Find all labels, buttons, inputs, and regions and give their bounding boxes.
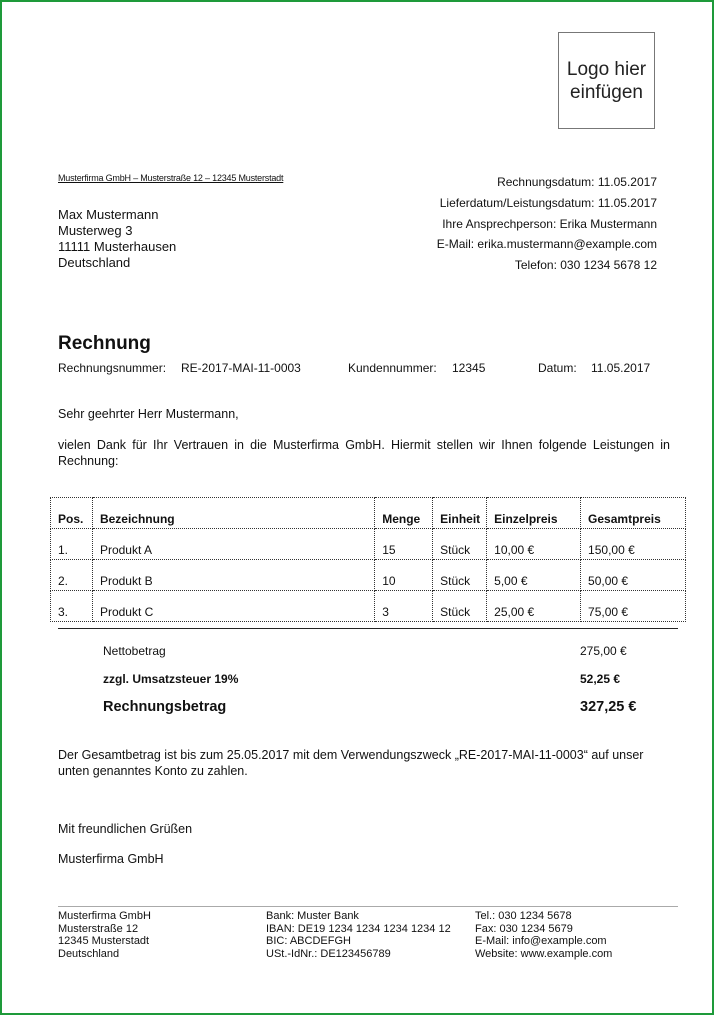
recipient-street: Musterweg 3 — [58, 223, 133, 238]
closing-greeting: Mit freundlichen Grüßen — [58, 822, 193, 836]
header-total-price: Gesamtpreis — [581, 498, 686, 529]
intro-text: vielen Dank für Ihr Vertrauen in die Musterfirma GmbH. Hiermit stellen wir Ihnen folgende Leistungen in Rechnung: — [58, 438, 670, 468]
meta-contact: Ihre Ansprechperson: Erika Mustermann — [442, 216, 657, 231]
footer-phone: Tel.: 030 1234 5678 — [475, 910, 572, 922]
cell-pos: 2. — [51, 560, 93, 591]
footer-vat-id: USt.-IdNr.: DE123456789 — [266, 947, 391, 960]
cell-unit-price: 5,00 € — [487, 560, 581, 591]
totals-divider — [58, 628, 678, 629]
cell-pos: 1. — [51, 529, 93, 560]
customer-number-value: 12345 — [452, 361, 486, 375]
table-header-row — [51, 498, 686, 529]
invoice-meta — [437, 172, 657, 276]
header-unit-price: Einzelpreis — [487, 498, 581, 529]
cell-total-price: 150,00 € — [581, 529, 686, 560]
vat-value: 52,25 € — [580, 672, 621, 686]
meta-phone: Telefon: 030 1234 5678 12 — [514, 258, 657, 273]
header-quantity: Menge — [375, 498, 433, 529]
footer-divider — [58, 906, 678, 907]
cell-unit: Stück — [433, 529, 487, 560]
cell-unit-price: 25,00 € — [487, 591, 581, 622]
meta-email: E-Mail: erika.mustermann@example.com — [436, 237, 657, 252]
recipient-address — [58, 207, 176, 271]
footer-bank-name: Bank: Muster Bank — [266, 910, 359, 922]
footer-fax: Fax: 030 1234 5679 — [475, 922, 573, 935]
table-row — [51, 529, 686, 560]
table-row — [51, 591, 686, 622]
total-amount-value: 327,25 € — [580, 699, 637, 715]
vat-label: zzgl. Umsatzsteuer 19% — [103, 672, 239, 686]
meta-invoice-date: Rechnungsdatum: 11.05.2017 — [497, 175, 657, 189]
cell-description: Produkt C — [92, 591, 374, 622]
footer-company-city: 12345 Musterstadt — [58, 935, 150, 948]
cell-unit: Stück — [433, 560, 487, 591]
cell-unit-price: 10,00 € — [487, 529, 581, 560]
salutation: Sehr geehrter Herr Mustermann, — [58, 407, 239, 421]
footer-iban: IBAN: DE19 1234 1234 1234 1234 12 — [266, 922, 451, 935]
cell-quantity: 3 — [375, 591, 433, 622]
cell-quantity: 15 — [375, 529, 433, 560]
invoice-title: Rechnung — [58, 333, 151, 354]
footer-bank — [266, 910, 451, 960]
header-description: Bezeichnung — [92, 498, 374, 529]
cell-total-price: 50,00 € — [581, 560, 686, 591]
footer-email: E-Mail: info@example.com — [475, 935, 607, 948]
logo-text: Logo hier einfügen — [566, 58, 647, 103]
sender-line: Musterfirma GmbH – Musterstraße 12 – 12345 Musterstadt — [58, 173, 284, 183]
cell-description: Produkt B — [92, 560, 374, 591]
recipient-city: 11111 Musterhausen — [58, 239, 177, 254]
footer-company-country: Deutschland — [58, 947, 120, 960]
meta-delivery-date: Lieferdatum/Leistungsdatum: 11.05.2017 — [439, 195, 657, 210]
net-amount-value: 275,00 € — [580, 644, 627, 658]
invoice-reference-line — [58, 361, 658, 377]
invoice-number-value: RE-2017-MAI-11-0003 — [181, 361, 301, 375]
header-pos: Pos. — [51, 498, 93, 529]
footer-company-name: Musterfirma GmbH — [58, 910, 151, 922]
logo-placeholder — [558, 32, 655, 129]
cell-pos: 3. — [51, 591, 93, 622]
cell-total-price: 75,00 € — [581, 591, 686, 622]
net-amount-label: Nettobetrag — [103, 644, 166, 658]
recipient-name: Max Mustermann — [58, 207, 159, 222]
payment-note: Der Gesamtbetrag ist bis zum 25.05.2017 mit dem Verwendungszweck „RE-2017-MAI-11-0003“ auf unser unten genanntes Konto zu zahlen. — [58, 748, 644, 778]
footer-company — [58, 910, 151, 960]
invoice-number-label: Rechnungsnummer: — [58, 361, 167, 375]
footer-website: Website: www.example.com — [475, 947, 613, 960]
header-unit: Einheit — [433, 498, 487, 529]
cell-description: Produkt A — [92, 529, 374, 560]
cell-unit: Stück — [433, 591, 487, 622]
table-row — [51, 560, 686, 591]
footer-bic: BIC: ABCDEFGH — [266, 935, 351, 948]
date-value: 11.05.2017 — [591, 361, 651, 375]
recipient-country: Deutschland — [58, 255, 131, 270]
footer-company-street: Musterstraße 12 — [58, 922, 139, 935]
total-amount-label: Rechnungsbetrag — [103, 699, 227, 715]
cell-quantity: 10 — [375, 560, 433, 591]
footer-contact — [475, 910, 612, 960]
signature: Musterfirma GmbH — [58, 852, 164, 866]
customer-number-label: Kundennummer: — [348, 361, 437, 375]
date-label: Datum: — [538, 361, 577, 375]
line-items-table — [50, 497, 686, 622]
